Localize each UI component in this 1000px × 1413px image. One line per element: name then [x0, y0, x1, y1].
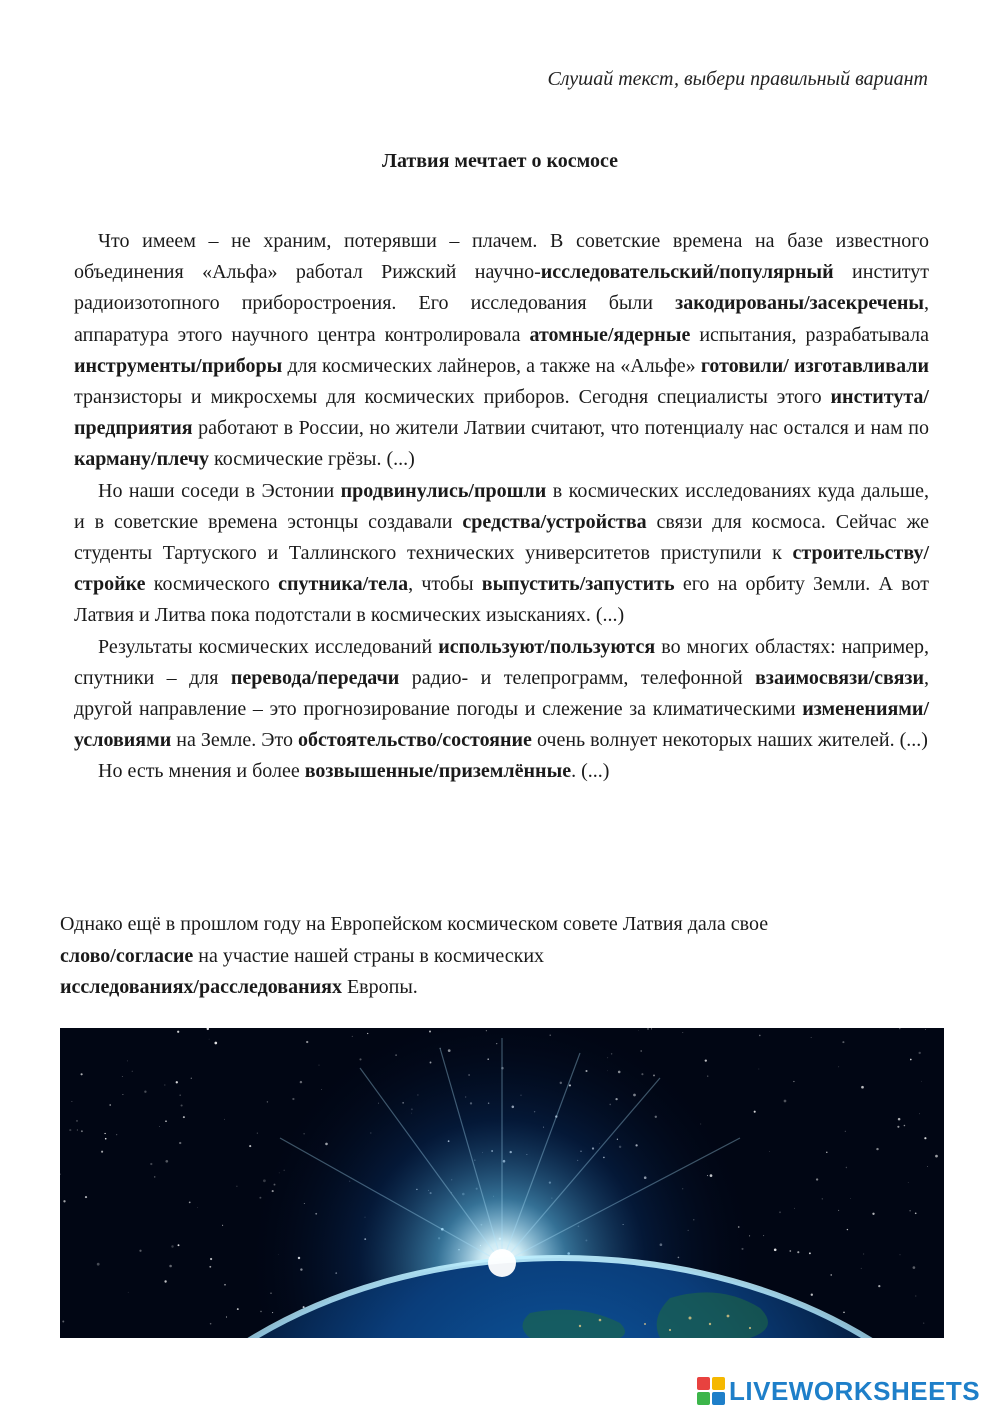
answer-choice[interactable]: используют/пользуются [438, 635, 656, 658]
closing-line-3: исследованиях/расследованиях Европы. [60, 976, 418, 998]
instruction-text: Слушай текст, выбери правильный вариант [547, 68, 928, 90]
answer-choice[interactable]: исследованиях/расследованиях [60, 976, 342, 998]
answer-choice[interactable]: карману/плечу [74, 448, 210, 471]
earth-from-space-image [60, 1028, 944, 1338]
closing-line-1: Однако ещё в прошлом году на Европейском космическом совете Латвия дала свое [60, 913, 769, 935]
answer-choice[interactable]: средства/устройства [462, 510, 647, 533]
logo-mark-icon [697, 1377, 725, 1405]
answer-choice[interactable]: обстоятельство/состояние [297, 729, 532, 752]
answer-choice[interactable]: атомные/ядерные [529, 323, 691, 346]
answer-choice[interactable]: инструменты/приборы [74, 354, 283, 377]
answer-choice[interactable]: спутника/тела [278, 573, 409, 596]
answer-choice[interactable]: изменениями/условиями [74, 698, 929, 752]
answer-choice[interactable]: института/предприятия [74, 386, 929, 440]
answer-choice[interactable]: перевода/передачи [230, 666, 400, 689]
answer-choice[interactable]: возвышенные/приземлённые [304, 760, 572, 783]
closing-paragraph [60, 909, 940, 1004]
closing-line-2: слово/согласие на участие нашей страны в космических [60, 944, 545, 967]
logo-text: LIVEWORKSHEETS [729, 1375, 981, 1406]
paragraph-2: Но наши соседи в Эстонии продвинулись/прошли в космических исследованиях куда дальше, и в советские времена эстонцы создавали средства/устройства связи для космоса. Сейчас же студенты Тартуского и Таллинского технических университетов приступили к строительству/стройке космического спутника/тела, чтобы выпустить/запустить его на орбиту Земли. А вот Латвия и Литва пока подотстали в космических изысканиях. (...) [74, 479, 930, 627]
answer-choice[interactable]: выпустить/запустить [481, 573, 675, 596]
answer-choice[interactable]: готовили/ изготавливали [700, 354, 930, 377]
liveworksheets-logo [697, 1374, 980, 1408]
paragraph-4: Но есть мнения и более возвышенные/приземлённые. (...) [98, 760, 610, 783]
earth-from-space-icon [60, 1028, 944, 1338]
answer-choice[interactable]: строительству/стройке [74, 542, 929, 596]
paragraph-1: Что имеем – не храним, потерявши – плачем. В советские времена на базе известного объединения «Альфа» работал Рижский научно-исследовательский/популярный институт радиоизотопного приборостроения. Его исследования были закодированы/засекречены, аппаратура этого научного центра контролировала атомные/ядерные испытания, разрабатывала инструменты/приборы для космических лайнеров, а также на «Альфе» готовили/ изготавливали транзисторы и микросхемы для космических приборов. Сегодня специалисты этого института/предприятия работают в России, но жители Латвии считают, что потенциалу нас остался и нам по карману/плечу космические грёзы. (...) [74, 230, 930, 471]
answer-choice[interactable]: продвинулись/прошли [340, 479, 547, 502]
paragraph-3: Результаты космических исследований используют/пользуются во многих областях: например, спутники – для перевода/передачи радио- и телепрограмм, телефонной взаимосвязи/связи, другой направление – это прогнозирование погоды и слежение за климатическими изменениями/условиями на Земле. Это обстоятельство/состояние очень волнует некоторых наших жителей. (...) [74, 635, 929, 752]
answer-choice[interactable]: взаимосвязи/связи [755, 666, 924, 689]
answer-choice[interactable]: исследовательский/популярный [540, 261, 834, 284]
page-title: Латвия мечтает о космосе [382, 150, 618, 172]
answer-choice[interactable]: закодированы/засекречены [675, 292, 924, 315]
article-body [74, 226, 929, 788]
answer-choice[interactable]: слово/согласие [60, 944, 194, 967]
